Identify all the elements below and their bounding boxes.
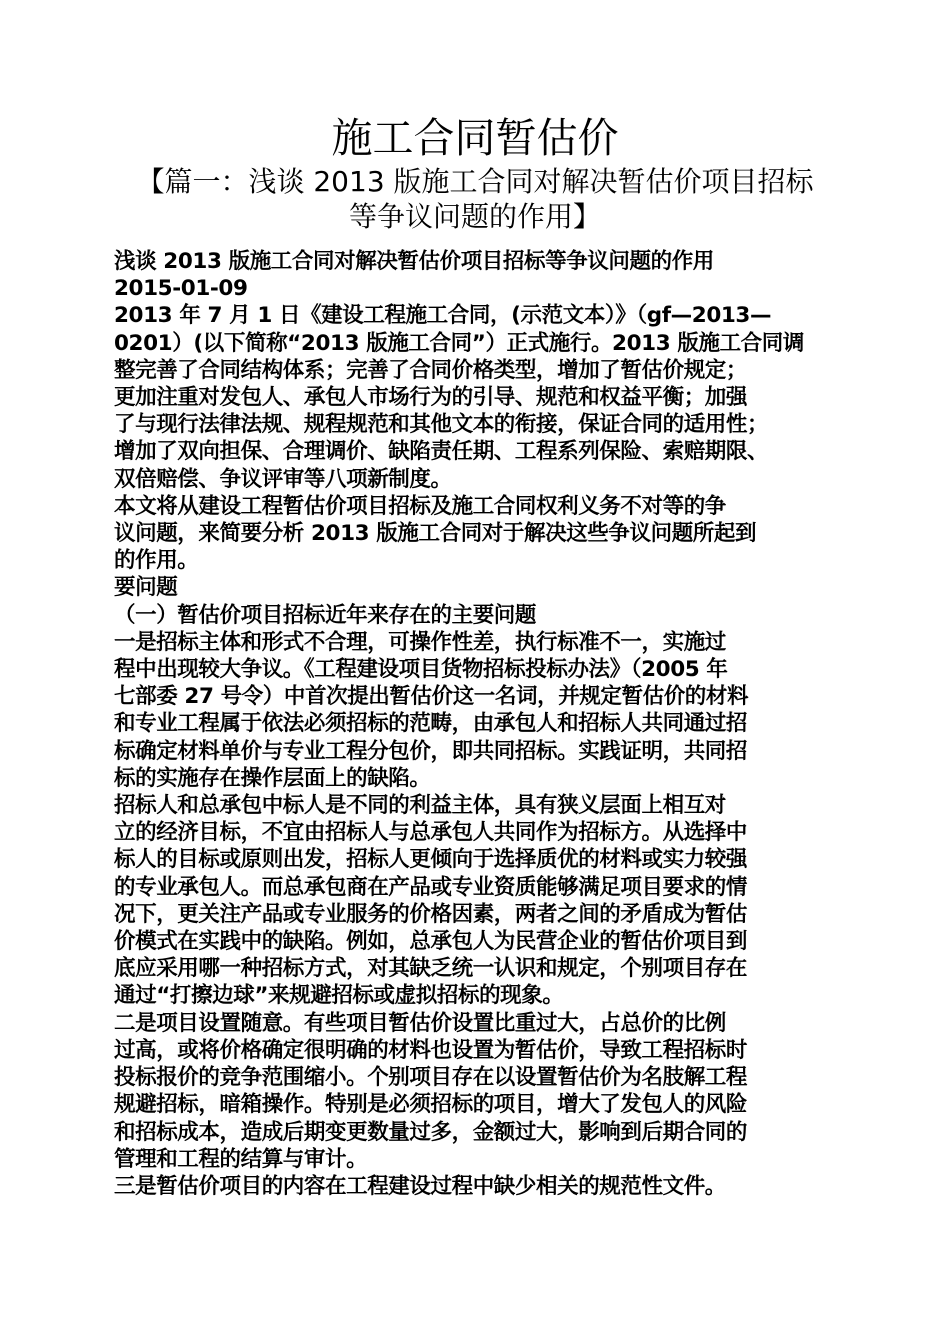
body-line: 管理和工程的结算与审计。 (114, 1146, 368, 1172)
body-line: 况下，更关注产品或专业服务的价格因素，两者之间的矛盾成为暂估 (114, 901, 748, 927)
body-line: 底应采用哪一种招标方式，对其缺乏统一认识和规定，个别项目存在 (114, 956, 748, 982)
body-line: 浅谈 2013 版施工合同对解决暂估价项目招标等争议问题的作用 (114, 249, 714, 274)
body-line: 程中出现较大争议。《工程建设项目货物招标投标办法》（2005 年 (114, 657, 728, 683)
document-title: 施工合同暂估价 (331, 114, 619, 162)
body-line: 了与现行法律法规、规程规范和其他文本的衔接，保证合同的适用性； (114, 412, 769, 438)
body-line: 标的实施存在操作层面上的缺陷。 (114, 765, 431, 791)
body-line: 标确定材料单价与专业工程分包价，即共同招标。实践证明，共同招 (114, 738, 748, 764)
body-line: 增加了双向担保、合理调价、缺陷责任期、工程系列保险、索赔期限、 (114, 439, 769, 465)
body-line: 本文将从建设工程暂估价项目招标及施工合同权利义务不对等的争 (114, 493, 726, 519)
body-line: 立的经济目标，不宜由招标人与总承包人共同作为招标方。从选择中 (114, 820, 748, 846)
body-line: 二是项目设置随意。有些项目暂估价设置比重过大，占总价的比例 (114, 1010, 726, 1036)
body-line: 的专业承包人。而总承包商在产品或专业资质能够满足项目要求的情 (114, 874, 748, 900)
body-line: 和招标成本，造成后期变更数量过多，金额过大，影响到后期合同的 (114, 1119, 748, 1145)
body-line: 价模式在实践中的缺陷。例如，总承包人为民营企业的暂估价项目到 (114, 929, 748, 955)
body-line: 更加注重对发包人、承包人市场行为的引导、规范和权益平衡；加强 (114, 385, 748, 411)
body-line: 和专业工程属于依法必须招标的范畴，由承包人和招标人共同通过招 (114, 711, 748, 737)
body-line: 三是暂估价项目的内容在工程建设过程中缺少相关的规范性文件。 (114, 1173, 726, 1199)
body-line: 2015-01-09 (114, 276, 248, 302)
body-line: 招标人和总承包中标人是不同的利益主体，具有狭义层面上相互对 (114, 793, 726, 819)
body-line: 规避招标，暗箱操作。特别是必须招标的项目，增大了发包人的风险 (114, 1092, 748, 1118)
subtitle-line: 【篇一：浅谈 2013 版施工合同对解决暂估价项目招标 (136, 165, 814, 198)
body-line: 七部委 27 号令）中首次提出暂估价这一名词，并规定暂估价的材料 (114, 684, 749, 710)
body-line: 过高，或将价格确定很明确的材料也设置为暂估价，导致工程招标时 (114, 1037, 748, 1063)
body-line: 2013 年 7 月 1 日《建设工程施工合同，(示范文本）》（gf—2013— (114, 303, 772, 329)
document-subtitle (120, 164, 830, 234)
document-body (114, 248, 844, 1200)
body-line: 双倍赔偿、争议评审等八项新制度。 (114, 466, 452, 492)
subtitle-line: 等争议问题的作用】 (348, 200, 601, 233)
body-line: 通过“打擦边球”来规避招标或虚拟招标的现象。 (114, 983, 564, 1009)
body-line: 标人的目标或原则出发，招标人更倾向于选择质优的材料或实力较强 (114, 847, 748, 873)
body-line: 的作用。 (114, 548, 199, 574)
body-line: 0201）(以下简称“2013 版施工合同”）正式施行。2013 版施工合同调 (114, 330, 804, 356)
body-line: （一）暂估价项目招标近年来存在的主要问题 (114, 602, 537, 628)
body-line: 要问题 (114, 575, 178, 601)
body-line: 一是招标主体和形式不合理，可操作性差，执行标准不一，实施过 (114, 629, 726, 655)
body-line: 议问题，来简要分析 2013 版施工合同对于解决这些争议问题所起到 (114, 521, 757, 547)
body-line: 投标报价的竞争范围缩小。个别项目存在以设置暂估价为名肢解工程 (114, 1065, 748, 1091)
body-line: 整完善了合同结构体系；完善了合同价格类型，增加了暂估价规定； (114, 357, 748, 383)
